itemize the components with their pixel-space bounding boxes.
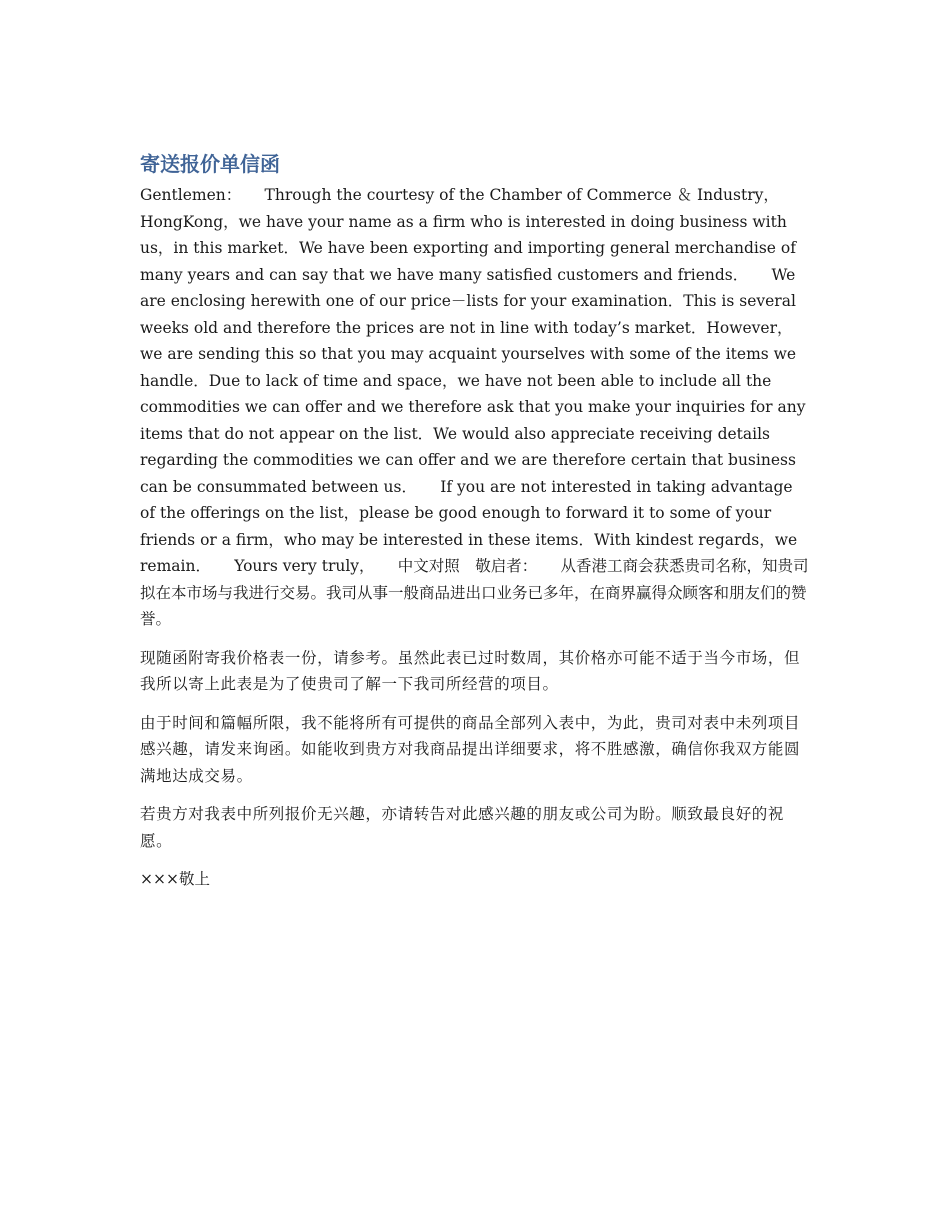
document-title: 寄送报价单信函 xyxy=(140,152,280,176)
paragraph-spacer xyxy=(140,633,810,645)
english-body-paragraph: Gentlemen： Through the courtesy of the Chamber of Commerce ＆ Industry，HongKong，we have your name as a firm who is interested in doing business with us，in this market．We have been exporting and importing general merchandise of many years and can say that we have many satisfied customers and friends． We are enclosing herewith one of our price－lists for your examination．This is several weeks old and therefore the prices are not in line with today’s market．However，we are sending this so that you may acquaint yourselves with some of the items we handle．Due to lack of time and space，we have not been able to include all the commodities we can offer and we therefore ask that you make your inquiries for any items that do not appear on the list．We would also appreciate receiving details regarding the commodities we can offer and we are therefore certain that business can be consummated between us． If you are not interested in taking advantage of the offerings on the list，please be good enough to forward it to some of your friends or a firm，who may be interested in these items．With kindest regards，we remain． Yours very truly， 中文对照 敬启者： 从香港工商会获悉贵司名称，知贵司拟在本市场与我进行交易。我司从事一般商品进出口业务已多年，在商界赢得众顾客和朋友们的赞誉。 xyxy=(140,186,809,628)
signoff: ×××敬上 xyxy=(140,870,210,888)
document-page xyxy=(140,150,810,892)
chinese-paragraph-2: 由于时间和篇幅所限，我不能将所有可提供的商品全部列入表中，为此，贵司对表中未列项目感兴趣，请发来询函。如能收到贵方对我商品提出详细要求，将不胜感激，确信你我双方能圆满地达成交易。 xyxy=(140,713,801,785)
chinese-paragraph-1: 现随函附寄我价格表一份，请参考。虽然此表已过时数周，其价格亦可能不适于当今市场，但我所以寄上此表是为了使贵司了解一下我司所经营的项目。 xyxy=(140,648,801,693)
chinese-paragraph-3: 若贵方对我表中所列报价无兴趣，亦请转告对此感兴趣的朋友或公司为盼。顺致最良好的祝愿。 xyxy=(140,805,785,850)
